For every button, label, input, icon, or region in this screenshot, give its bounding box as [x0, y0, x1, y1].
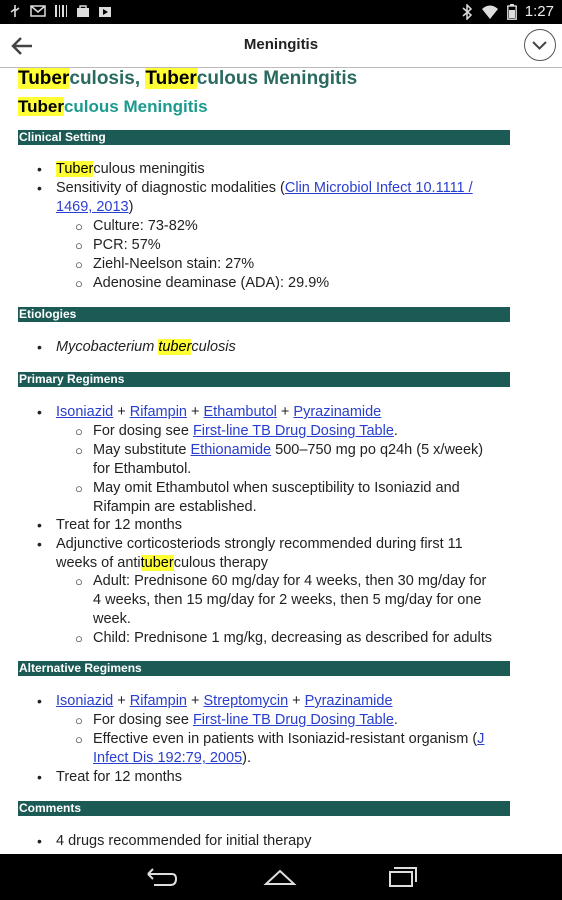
clock: 1:27: [524, 3, 554, 20]
back-nav-icon[interactable]: [142, 866, 178, 888]
list-item: Adjunctive corticosteriods strongly recommended during first 11: [56, 536, 463, 552]
bag-icon: [76, 4, 90, 18]
sub-item-continuation: 4 weeks, then 15 mg/day for 2 weeks, then 5 mg/day for one: [93, 592, 482, 608]
article-title: Tuberculosis, Tuberculous Meningitis: [18, 68, 358, 89]
sub-item: For dosing see First-line TB Drug Dosing Table.: [93, 712, 398, 728]
citation-link[interactable]: Clin Microbiol Infect 10.1111 /: [284, 180, 473, 196]
sub-bullet: ○: [75, 219, 83, 234]
sub-bullet: ○: [75, 276, 83, 291]
bullet: •: [37, 693, 42, 709]
section-header-primary-regimens: Primary Regimens: [18, 372, 510, 387]
overflow-menu-button[interactable]: [524, 29, 556, 61]
sub-item: May substitute Ethionamide 500–750 mg po q24h (5 x/week): [93, 442, 484, 458]
mail-icon: [30, 4, 46, 18]
bullet: •: [37, 769, 42, 785]
status-bar: [0, 0, 562, 24]
list-item-continuation: weeks of antituberculous therapy: [56, 555, 269, 571]
usb-icon: [8, 4, 22, 18]
dosing-table-link[interactable]: First-line TB Drug Dosing Table: [192, 423, 394, 439]
sub-item-continuation: for Ethambutol.: [93, 461, 192, 477]
article-subtitle: Tuberculous Meningitis: [18, 97, 208, 116]
sub-item: Adenosine deaminase (ADA): 29.9%: [93, 275, 330, 291]
sub-bullet: ○: [75, 481, 83, 496]
search-highlight: Tuber: [56, 161, 94, 177]
sub-bullet: ○: [75, 238, 83, 253]
recent-apps-icon[interactable]: [386, 866, 418, 888]
sub-item: For dosing see First-line TB Drug Dosing Table.: [93, 423, 398, 439]
bullet: •: [37, 161, 42, 177]
wifi-icon: [481, 4, 499, 20]
sub-item: Child: Prednisone 1 mg/kg, decreasing as described for adults: [93, 630, 492, 646]
search-highlight: Tuber: [18, 97, 64, 116]
bullet: •: [37, 833, 42, 849]
sub-bullet: ○: [75, 631, 83, 646]
play-store-icon: [98, 4, 112, 18]
bullet: •: [37, 339, 42, 355]
list-item: Treat for 12 months: [56, 769, 182, 785]
search-highlight: Tuber: [145, 68, 197, 89]
sub-item: May omit Ethambutol when susceptibility to Isoniazid and: [93, 480, 460, 496]
search-highlight: tuber: [158, 339, 192, 355]
article-content: [0, 68, 562, 854]
sub-bullet: ○: [75, 574, 83, 589]
list-item: 4 drugs recommended for initial therapy: [56, 833, 312, 849]
sub-item-continuation: Infect Dis 192:79, 2005).: [93, 750, 251, 766]
drug-link-isoniazid[interactable]: Isoniazid: [56, 404, 114, 420]
citation-link[interactable]: J: [477, 731, 485, 747]
section-header-comments: Comments: [18, 801, 510, 816]
sub-item: Ziehl-Neelson stain: 27%: [93, 256, 255, 272]
sub-item: PCR: 57%: [93, 237, 161, 253]
drug-link-ethambutol[interactable]: Ethambutol: [203, 404, 277, 420]
bullet: •: [37, 180, 42, 196]
list-item: Isoniazid + Rifampin + Ethambutol + Pyrazinamide: [56, 404, 382, 420]
search-highlight: tuber: [140, 555, 174, 571]
list-item: Mycobacterium tuberculosis: [56, 339, 236, 355]
dosing-table-link[interactable]: First-line TB Drug Dosing Table: [192, 712, 394, 728]
home-nav-icon[interactable]: [262, 866, 298, 888]
sub-bullet: ○: [75, 443, 83, 458]
sub-item: Adult: Prednisone 60 mg/day for 4 weeks, then 30 mg/day for: [93, 573, 487, 589]
drug-link-ethionamide[interactable]: Ethionamide: [190, 442, 272, 458]
citation-link[interactable]: 1469, 2013: [56, 199, 129, 215]
sub-item-continuation: Rifampin are established.: [93, 499, 257, 515]
drug-link-pyrazinamide[interactable]: Pyrazinamide: [293, 404, 382, 420]
section-header-clinical-setting: Clinical Setting: [18, 130, 510, 145]
list-item: Treat for 12 months: [56, 517, 182, 533]
section-header-alternative-regimens: Alternative Regimens: [18, 661, 510, 676]
notification-icons: [8, 4, 112, 18]
bullet: •: [37, 536, 42, 552]
list-item: Tuberculous meningitis: [56, 161, 205, 177]
bullet: •: [37, 517, 42, 533]
drug-link-pyrazinamide[interactable]: Pyrazinamide: [304, 693, 393, 709]
list-item: Isoniazid + Rifampin + Streptomycin + Pyrazinamide: [56, 693, 393, 709]
sub-item: Effective even in patients with Isoniazid-resistant organism (J: [93, 731, 485, 747]
list-item: Sensitivity of diagnostic modalities (Clin Microbiol Infect 10.1111 /: [56, 180, 473, 196]
sub-item-continuation: week.: [93, 611, 131, 627]
navigation-bar: [0, 854, 562, 900]
drug-link-rifampin[interactable]: Rifampin: [129, 404, 187, 420]
bluetooth-icon: [461, 4, 473, 20]
system-icons: [461, 3, 554, 20]
sub-bullet: ○: [75, 424, 83, 439]
sub-bullet: ○: [75, 713, 83, 728]
action-bar: [0, 24, 562, 68]
battery-icon: [507, 4, 517, 20]
drug-link-streptomycin[interactable]: Streptomycin: [203, 693, 289, 709]
search-highlight: Tuber: [18, 68, 70, 89]
sub-bullet: ○: [75, 257, 83, 272]
citation-link[interactable]: Infect Dis 192:79, 2005: [93, 750, 243, 766]
sub-item: Culture: 73-82%: [93, 218, 198, 234]
sub-bullet: ○: [75, 732, 83, 747]
barcode-icon: [54, 4, 68, 18]
section-header-etiologies: Etiologies: [18, 307, 510, 322]
chevron-down-icon: [525, 30, 554, 59]
bullet: •: [37, 404, 42, 420]
page-title: Meningitis: [243, 36, 319, 53]
drug-link-rifampin[interactable]: Rifampin: [129, 693, 187, 709]
drug-link-isoniazid[interactable]: Isoniazid: [56, 693, 114, 709]
list-item-continuation: 1469, 2013): [56, 199, 134, 215]
